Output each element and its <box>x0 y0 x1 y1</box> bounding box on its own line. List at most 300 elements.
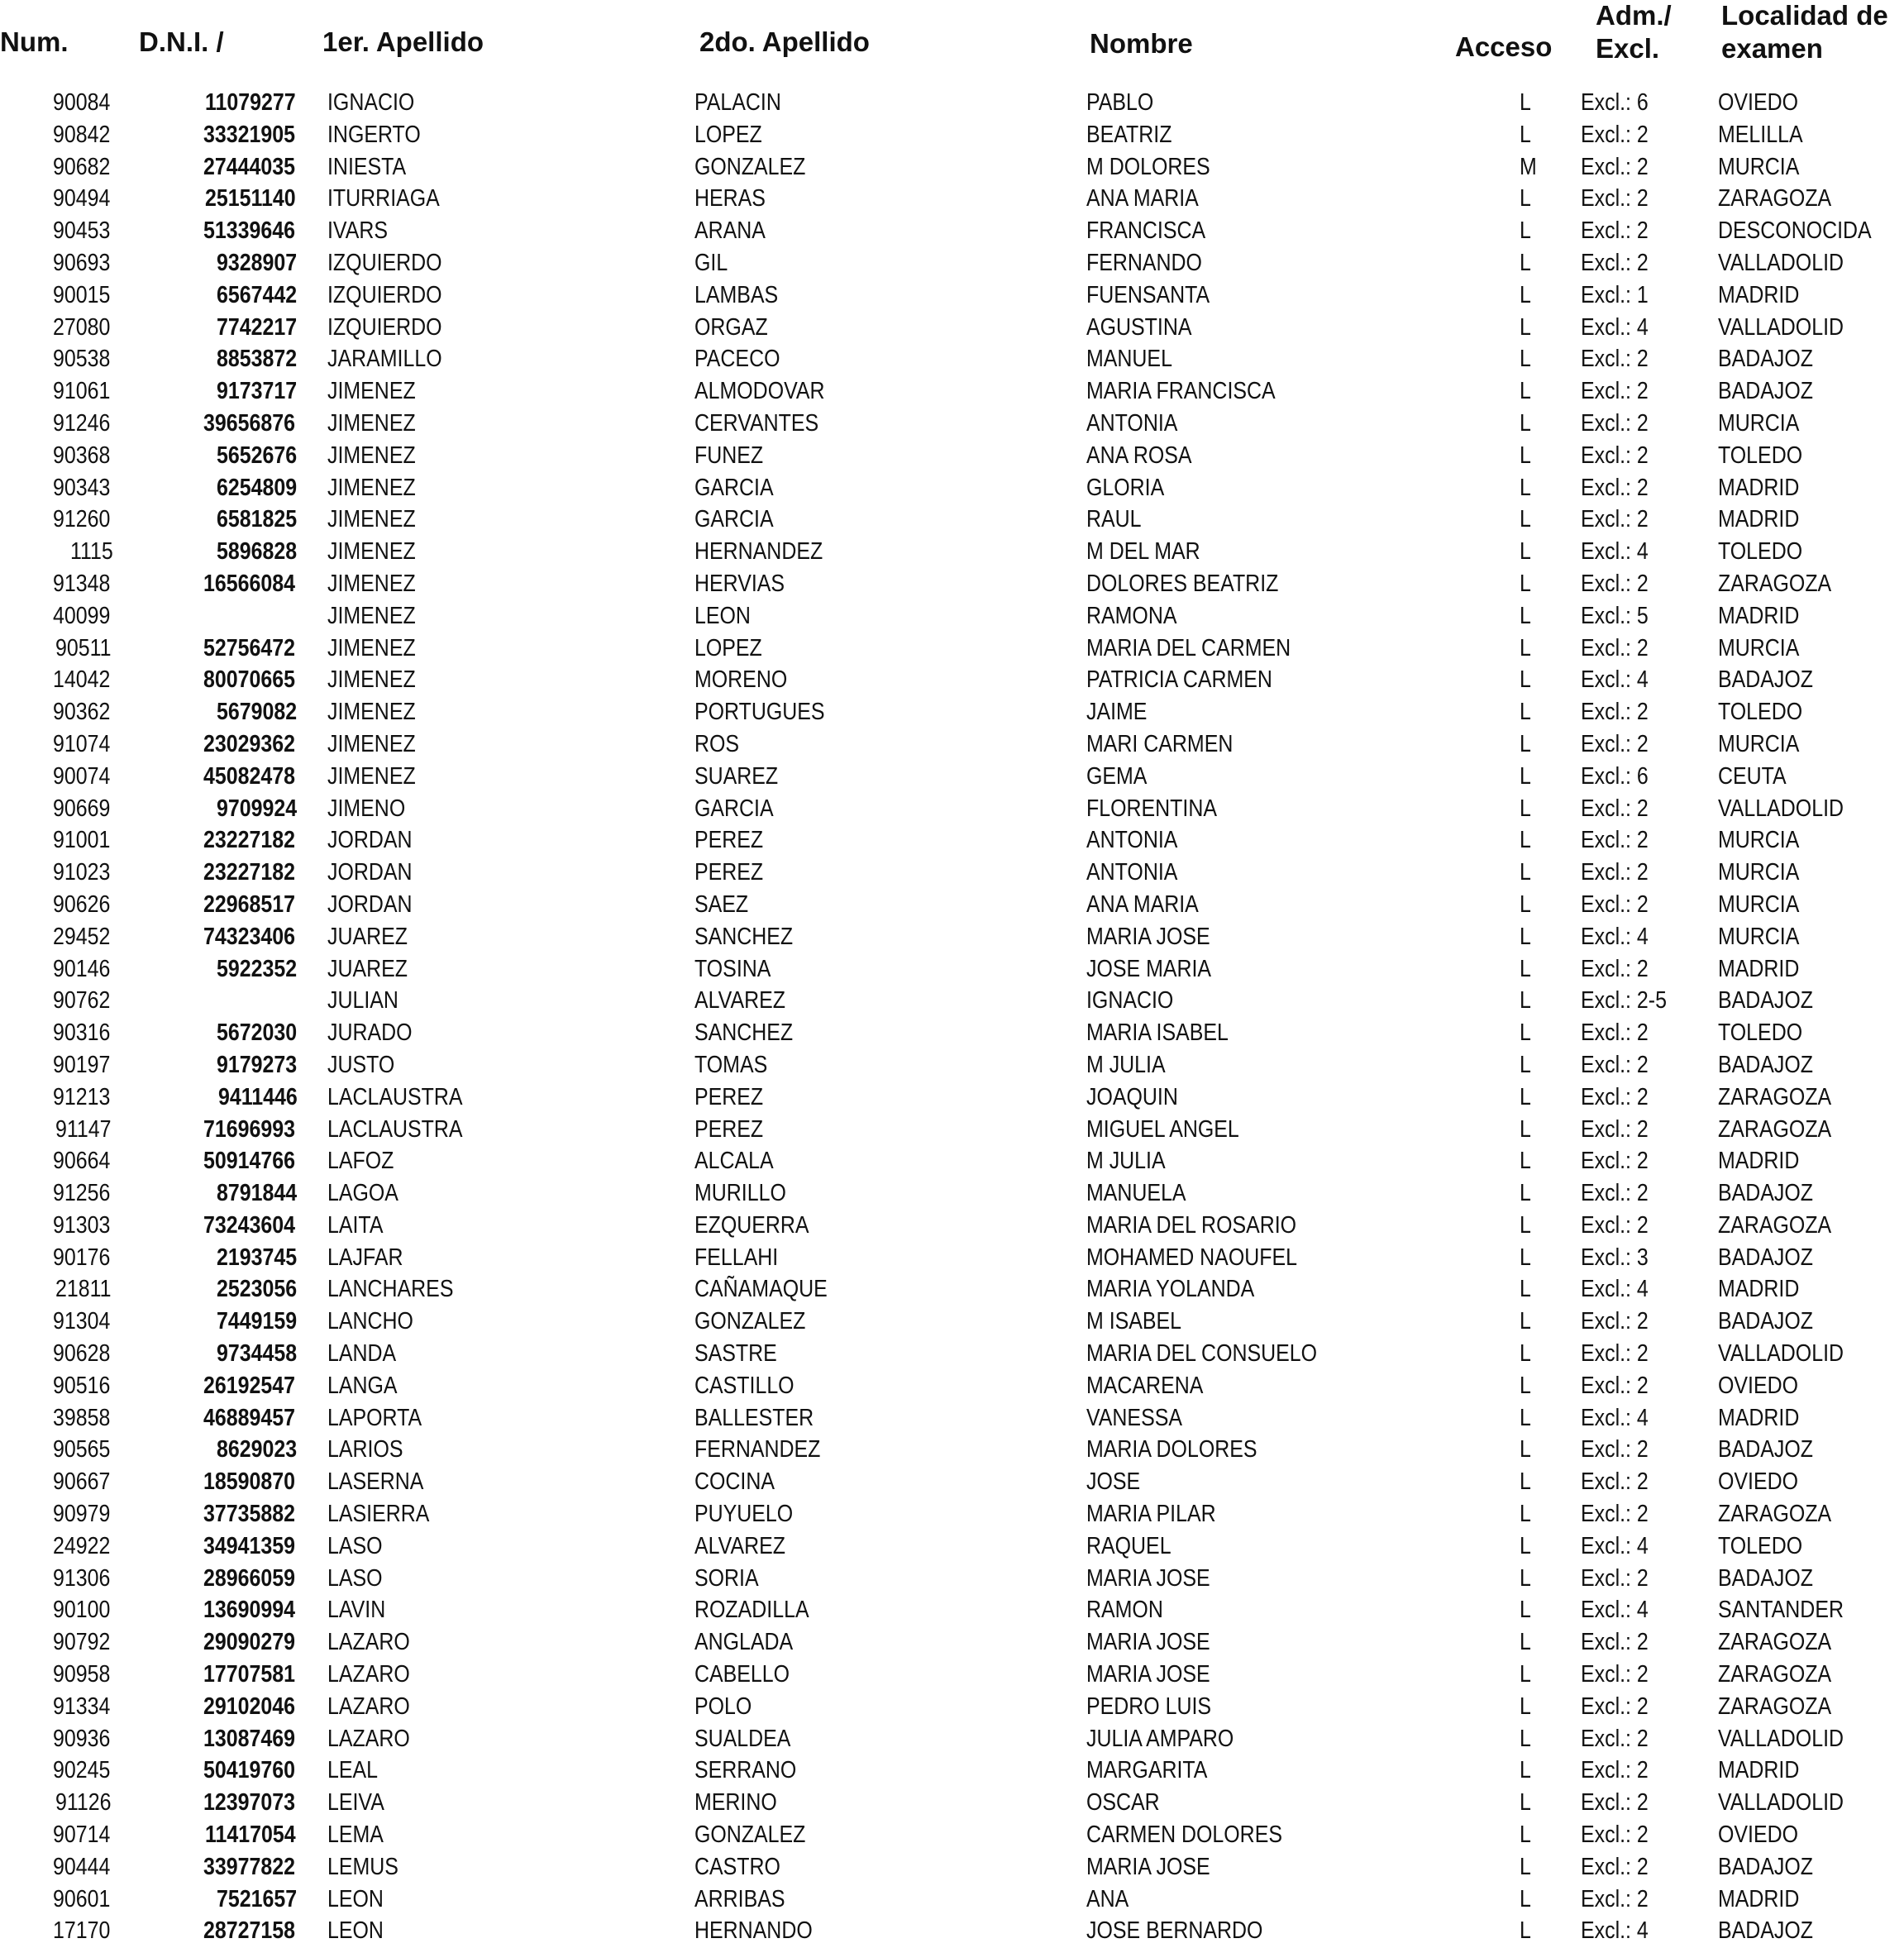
row-apellido1 <box>327 889 426 920</box>
row-adm-excl-text: Excl.: 2 <box>1581 1789 1649 1817</box>
row-acceso <box>1520 1242 1533 1273</box>
row-num <box>53 696 120 728</box>
row-adm-excl-text: Excl.: 2 <box>1581 1083 1649 1110</box>
row-adm-excl <box>1581 1691 1659 1722</box>
row-acceso-text: L <box>1520 1148 1531 1175</box>
row-dni <box>217 1049 310 1081</box>
row-dni-text: 9173717 <box>217 378 298 405</box>
row-apellido1-text: LANGA <box>327 1372 398 1399</box>
row-apellido2-text: ROS <box>694 730 740 757</box>
row-apellido1 <box>327 1466 439 1497</box>
row-apellido2-text: SANCHEZ <box>694 1019 794 1047</box>
row-dni <box>203 1915 310 1946</box>
row-acceso <box>1520 119 1533 150</box>
row-apellido1-text: JORDAN <box>327 827 413 854</box>
row-nombre-text: M JULIA <box>1086 1051 1166 1078</box>
row-localidad-text: MADRID <box>1718 1757 1800 1784</box>
row-apellido2 <box>694 1884 799 1915</box>
row-apellido1 <box>327 408 430 439</box>
row-localidad-text: MADRID <box>1718 1404 1800 1431</box>
row-apellido2 <box>694 408 839 439</box>
row-dni <box>217 504 310 535</box>
row-num-text: 91023 <box>53 859 111 886</box>
row-num-text: 21811 <box>55 1276 112 1303</box>
row-nombre <box>1086 1402 1198 1434</box>
row-apellido2 <box>694 1114 775 1145</box>
row-nombre <box>1086 536 1219 567</box>
row-nombre-text: MARIA DEL CARMEN <box>1086 634 1291 661</box>
row-dni-text: 6581825 <box>217 506 298 533</box>
row-num-text: 1115 <box>69 538 113 566</box>
row-adm-excl-text: Excl.: 4 <box>1581 1597 1649 1624</box>
row-acceso-text: L <box>1520 923 1531 950</box>
table-row <box>0 761 1904 793</box>
row-dni <box>217 953 310 985</box>
row-dni <box>203 921 310 953</box>
row-acceso-text: L <box>1520 249 1531 276</box>
row-adm-excl-text: Excl.: 2-5 <box>1581 987 1667 1015</box>
row-apellido2-text: ARANA <box>694 217 766 245</box>
row-apellido1-text: ITURRIAGA <box>327 185 440 212</box>
row-apellido1 <box>327 1145 404 1177</box>
row-acceso <box>1520 1306 1533 1337</box>
row-apellido2-text: SANCHEZ <box>694 923 794 950</box>
row-adm-excl-text: Excl.: 4 <box>1581 666 1649 694</box>
table-row <box>0 1338 1904 1370</box>
table-row <box>0 1177 1904 1210</box>
row-adm-excl <box>1581 985 1681 1016</box>
row-apellido2 <box>694 1466 788 1497</box>
table-row <box>0 1498 1904 1530</box>
row-dni-text: 5922352 <box>217 955 298 982</box>
row-apellido1-text: LANCHARES <box>327 1276 454 1303</box>
row-nombre <box>1086 696 1157 728</box>
row-dni-text: 7742217 <box>217 313 298 341</box>
table-row <box>0 1884 1904 1916</box>
row-num-text: 90494 <box>53 185 111 212</box>
row-adm-excl-text: Excl.: 6 <box>1581 762 1649 790</box>
row-nombre-text: MARIA JOSE <box>1086 1629 1210 1656</box>
row-num <box>53 279 120 311</box>
row-localidad-text: SANTANDER <box>1718 1597 1844 1624</box>
row-localidad-text: BADAJOZ <box>1718 666 1814 694</box>
row-localidad-text: MURCIA <box>1718 634 1800 661</box>
row-apellido1-text: LAJFAR <box>327 1244 403 1271</box>
row-acceso-text: L <box>1520 474 1531 501</box>
row-dni <box>203 824 310 856</box>
row-dni-text: 8853872 <box>217 346 298 373</box>
row-num <box>53 215 120 246</box>
row-nombre <box>1086 87 1165 118</box>
row-apellido2 <box>694 1338 790 1369</box>
row-num <box>53 1402 120 1434</box>
row-apellido2 <box>694 921 809 953</box>
row-apellido2 <box>694 1691 761 1722</box>
row-adm-excl <box>1581 1402 1659 1434</box>
row-adm-excl <box>1581 215 1659 246</box>
row-apellido2 <box>694 504 786 535</box>
table-row <box>0 1017 1904 1049</box>
row-acceso <box>1520 1466 1533 1497</box>
row-nombre-text: MARIA DOLORES <box>1086 1436 1257 1463</box>
row-nombre <box>1086 472 1177 504</box>
row-adm-excl-text: Excl.: 2 <box>1581 1148 1649 1175</box>
table-row <box>0 1081 1904 1114</box>
row-apellido1 <box>327 504 430 535</box>
row-adm-excl <box>1581 1145 1659 1177</box>
row-acceso-text: L <box>1520 602 1531 629</box>
table-row <box>0 600 1904 633</box>
row-adm-excl <box>1581 1594 1659 1626</box>
row-apellido2-text: FUNEZ <box>694 442 764 469</box>
row-acceso <box>1520 343 1533 375</box>
row-adm-excl <box>1581 1659 1659 1690</box>
row-adm-excl-text: Excl.: 4 <box>1581 1404 1649 1431</box>
row-adm-excl-text: Excl.: 2 <box>1581 1436 1649 1463</box>
row-apellido1 <box>327 87 428 118</box>
row-nombre <box>1086 1755 1227 1786</box>
row-apellido2-text: CAÑAMAQUE <box>694 1276 828 1303</box>
row-acceso <box>1520 1145 1533 1177</box>
row-acceso <box>1520 1755 1533 1786</box>
row-num-text: 90842 <box>53 121 111 148</box>
row-localidad-text: ZARAGOZA <box>1718 1501 1832 1528</box>
row-num <box>53 1017 120 1048</box>
row-localidad <box>1718 1338 1864 1369</box>
row-dni <box>203 1530 310 1562</box>
row-nombre-text: MANUELA <box>1086 1180 1186 1207</box>
row-num <box>53 343 120 375</box>
row-localidad-text: MADRID <box>1718 1148 1800 1175</box>
row-num <box>53 1466 120 1497</box>
row-num <box>53 728 120 760</box>
table-row <box>0 375 1904 408</box>
row-acceso <box>1520 1402 1533 1434</box>
row-localidad <box>1718 1915 1829 1946</box>
row-apellido1 <box>327 312 460 343</box>
row-apellido2-text: PEREZ <box>694 827 764 854</box>
row-nombre <box>1086 793 1238 824</box>
row-apellido2-text: MERINO <box>694 1789 777 1817</box>
row-localidad <box>1718 343 1829 375</box>
row-num-text: 90628 <box>53 1340 111 1368</box>
row-apellido1 <box>327 1081 484 1113</box>
row-acceso-text: L <box>1520 1308 1531 1335</box>
header-apellido2: 2do. Apellido <box>699 26 870 57</box>
row-nombre <box>1086 1306 1197 1337</box>
row-acceso <box>1520 761 1533 792</box>
row-localidad-text: ZARAGOZA <box>1718 1629 1832 1656</box>
row-adm-excl-text: Excl.: 2 <box>1581 1115 1649 1143</box>
row-acceso-text: L <box>1520 1693 1531 1720</box>
row-dni <box>203 1563 310 1594</box>
row-dni <box>203 664 310 695</box>
row-acceso-text: L <box>1520 89 1531 116</box>
row-apellido2-text: FERNANDEZ <box>694 1436 821 1463</box>
row-apellido1 <box>327 696 430 728</box>
row-apellido1 <box>327 1755 386 1786</box>
row-dni <box>203 889 310 920</box>
row-adm-excl-text: Excl.: 2 <box>1581 570 1649 597</box>
row-adm-excl-text: Excl.: 2 <box>1581 730 1649 757</box>
row-acceso-text: L <box>1520 1789 1531 1817</box>
row-acceso <box>1520 375 1533 407</box>
row-nombre-text: PABLO <box>1086 89 1154 116</box>
row-adm-excl-text: Excl.: 2 <box>1581 474 1649 501</box>
row-apellido1-text: LAZARO <box>327 1661 410 1688</box>
row-apellido1 <box>327 953 421 985</box>
row-apellido2 <box>694 1530 800 1562</box>
table-row <box>0 119 1904 151</box>
row-dni <box>205 1819 310 1850</box>
header-adm-excl-line2: Excl. <box>1596 33 1660 64</box>
row-dni-text: 27444035 <box>203 153 295 180</box>
row-acceso <box>1520 1884 1533 1915</box>
row-nombre <box>1086 1915 1291 1946</box>
row-nombre-text: AGUSTINA <box>1086 313 1192 341</box>
row-num-text: 90511 <box>55 634 112 661</box>
row-apellido2-text: EZQUERRA <box>694 1211 809 1239</box>
row-dni <box>203 1210 310 1241</box>
row-localidad <box>1718 151 1812 183</box>
row-nombre-text: MARIA JOSE <box>1086 1661 1210 1688</box>
row-adm-excl <box>1581 408 1659 439</box>
row-acceso <box>1520 279 1533 311</box>
row-num-text: 90936 <box>53 1725 111 1752</box>
row-num <box>53 568 120 599</box>
row-apellido1 <box>327 568 430 599</box>
row-localidad <box>1718 440 1816 471</box>
row-localidad-text: MADRID <box>1718 474 1800 501</box>
row-apellido1-text: LAZARO <box>327 1629 410 1656</box>
row-adm-excl-text: Excl.: 2 <box>1581 442 1649 469</box>
row-adm-excl <box>1581 440 1659 471</box>
row-acceso-text: L <box>1520 666 1531 694</box>
row-apellido2 <box>694 568 799 599</box>
row-dni-text: 5672030 <box>217 1019 298 1047</box>
row-apellido1 <box>327 1594 395 1626</box>
row-num-text: 91246 <box>53 409 111 437</box>
row-apellido1 <box>327 921 421 953</box>
row-apellido2 <box>694 440 775 471</box>
row-nombre-text: RAMON <box>1086 1597 1163 1624</box>
row-localidad <box>1718 921 1812 953</box>
row-acceso <box>1520 87 1533 118</box>
row-nombre-text: RAMONA <box>1086 602 1177 629</box>
row-num <box>53 1434 120 1465</box>
row-apellido1-text: JIMENEZ <box>327 506 416 533</box>
row-dni <box>218 1081 310 1113</box>
row-acceso <box>1520 1626 1533 1658</box>
row-adm-excl-text: Excl.: 4 <box>1581 923 1649 950</box>
row-apellido1-text: LAZARO <box>327 1725 410 1752</box>
row-localidad-text: CEUTA <box>1718 762 1787 790</box>
row-nombre <box>1086 247 1221 279</box>
table-row <box>0 1723 1904 1755</box>
row-apellido2-text: GONZALEZ <box>694 153 806 180</box>
row-adm-excl <box>1581 1755 1659 1786</box>
row-apellido1-text: LASERNA <box>327 1468 424 1496</box>
row-apellido1 <box>327 1691 423 1722</box>
row-apellido1 <box>327 1338 408 1369</box>
row-dni <box>217 1017 310 1048</box>
table-row <box>0 343 1904 375</box>
row-dni-text: 39656876 <box>203 409 295 437</box>
row-adm-excl <box>1581 953 1659 985</box>
row-nombre <box>1086 1017 1252 1048</box>
row-apellido1 <box>327 1210 392 1241</box>
row-nombre <box>1086 279 1229 311</box>
row-apellido2 <box>694 1787 790 1818</box>
row-localidad-text: MURCIA <box>1718 923 1800 950</box>
row-num <box>53 889 120 920</box>
row-acceso <box>1520 408 1533 439</box>
row-apellido2-text: ALCALA <box>694 1148 774 1175</box>
row-apellido2 <box>694 1723 806 1755</box>
row-nombre <box>1086 633 1324 664</box>
row-num <box>53 1306 120 1337</box>
row-adm-excl-text: Excl.: 2 <box>1581 185 1649 212</box>
row-localidad <box>1718 1177 1829 1209</box>
row-localidad-text: BADAJOZ <box>1718 1180 1814 1207</box>
row-localidad-text: MADRID <box>1718 506 1800 533</box>
row-acceso-text: M <box>1520 153 1537 180</box>
row-adm-excl-text: Excl.: 3 <box>1581 1244 1649 1271</box>
row-acceso-text: L <box>1520 538 1531 566</box>
row-apellido1 <box>327 1626 423 1658</box>
row-apellido2 <box>694 247 733 279</box>
row-dni <box>203 1851 310 1883</box>
row-apellido1 <box>327 375 430 407</box>
row-num-text: 40099 <box>53 602 111 629</box>
row-num <box>53 440 120 471</box>
row-apellido1 <box>327 793 418 824</box>
row-localidad-text: BADAJOZ <box>1718 1917 1814 1945</box>
table-row <box>0 1787 1904 1819</box>
row-num-text: 90958 <box>53 1661 111 1688</box>
row-localidad <box>1718 1530 1816 1562</box>
row-apellido2 <box>694 1915 832 1946</box>
header-nombre: Nombre <box>1090 28 1193 59</box>
row-adm-excl <box>1581 761 1659 792</box>
row-nombre <box>1086 728 1257 760</box>
row-apellido2-text: SUALDEA <box>694 1725 791 1752</box>
row-acceso-text: L <box>1520 185 1531 212</box>
row-num-text: 90792 <box>53 1629 111 1656</box>
row-apellido1-text: LASIERRA <box>327 1501 430 1528</box>
row-apellido2-text: PEREZ <box>694 859 764 886</box>
row-num-text: 90343 <box>53 474 111 501</box>
row-nombre <box>1086 1145 1178 1177</box>
row-localidad <box>1718 472 1812 504</box>
row-acceso <box>1520 1498 1533 1530</box>
row-dni-text: 34941359 <box>203 1532 295 1559</box>
row-localidad-text: MURCIA <box>1718 153 1800 180</box>
row-nombre-text: MARIA JOSE <box>1086 923 1210 950</box>
row-nombre-text: ANA MARIA <box>1086 890 1199 918</box>
row-num <box>53 953 120 985</box>
row-localidad-text: MURCIA <box>1718 409 1800 437</box>
row-nombre-text: M DOLORES <box>1086 153 1210 180</box>
row-apellido2 <box>694 761 792 792</box>
row-nombre-text: MARI CARMEN <box>1086 730 1234 757</box>
row-adm-excl <box>1581 1915 1659 1946</box>
row-apellido1 <box>327 728 430 760</box>
row-localidad <box>1718 1210 1850 1241</box>
row-adm-excl <box>1581 536 1659 567</box>
row-num-text: 17170 <box>53 1917 111 1945</box>
row-num-text: 90762 <box>53 987 111 1015</box>
row-apellido1 <box>327 151 419 183</box>
row-adm-excl <box>1581 343 1659 375</box>
row-dni-text: 50914766 <box>203 1148 295 1175</box>
row-dni-text: 23227182 <box>203 859 295 886</box>
row-acceso <box>1520 1049 1533 1081</box>
row-nombre <box>1086 985 1187 1016</box>
row-apellido1-text: JURADO <box>327 1019 413 1047</box>
row-adm-excl <box>1581 1049 1659 1081</box>
row-apellido1-text: JARAMILLO <box>327 346 442 373</box>
row-localidad <box>1718 1306 1829 1337</box>
row-acceso <box>1520 440 1533 471</box>
row-num-text: 90015 <box>53 281 111 308</box>
row-acceso-text: L <box>1520 1211 1531 1239</box>
table-row <box>0 728 1904 761</box>
row-dni-text: 13087469 <box>203 1725 295 1752</box>
row-nombre-text: JOSE <box>1086 1468 1141 1496</box>
row-num <box>55 1114 121 1145</box>
row-num <box>53 1530 120 1562</box>
row-adm-excl <box>1581 183 1659 214</box>
row-dni <box>203 1755 310 1786</box>
row-nombre-text: MARIA JOSE <box>1086 1853 1210 1880</box>
row-dni <box>203 1626 310 1658</box>
row-num-text: 90714 <box>53 1821 111 1849</box>
row-dni <box>217 536 310 567</box>
row-num <box>53 1177 120 1209</box>
row-adm-excl-text: Excl.: 4 <box>1581 1917 1649 1945</box>
row-apellido2 <box>694 1563 769 1594</box>
row-apellido2 <box>694 1242 792 1273</box>
row-nombre <box>1086 1434 1285 1465</box>
row-adm-excl <box>1581 1370 1659 1401</box>
row-apellido2-text: GARCIA <box>694 506 774 533</box>
row-localidad-text: TOLEDO <box>1718 442 1803 469</box>
row-nombre-text: MACARENA <box>1086 1372 1204 1399</box>
row-dni-text: 29090279 <box>203 1629 295 1656</box>
header-localidad-line2: examen <box>1721 33 1823 64</box>
row-localidad <box>1718 1145 1812 1177</box>
row-apellido2-text: MORENO <box>694 666 788 694</box>
row-localidad <box>1718 1370 1811 1401</box>
row-num <box>53 1884 120 1915</box>
row-apellido2-text: FELLAHI <box>694 1244 779 1271</box>
row-acceso-text: L <box>1520 1917 1531 1945</box>
row-dni-text: 50419760 <box>203 1757 295 1784</box>
row-localidad <box>1718 1049 1829 1081</box>
row-adm-excl <box>1581 824 1659 856</box>
row-apellido1-text: LACLAUSTRA <box>327 1115 463 1143</box>
row-adm-excl <box>1581 1210 1659 1241</box>
row-adm-excl <box>1581 1851 1659 1883</box>
row-nombre-text: PATRICIA CARMEN <box>1086 666 1272 694</box>
row-adm-excl-text: Excl.: 2 <box>1581 634 1649 661</box>
row-nombre <box>1086 1851 1230 1883</box>
row-apellido2-text: CASTRO <box>694 1853 780 1880</box>
row-apellido2-text: COCINA <box>694 1468 775 1496</box>
row-adm-excl-text: Excl.: 2 <box>1581 1885 1649 1912</box>
row-adm-excl <box>1581 1434 1659 1465</box>
